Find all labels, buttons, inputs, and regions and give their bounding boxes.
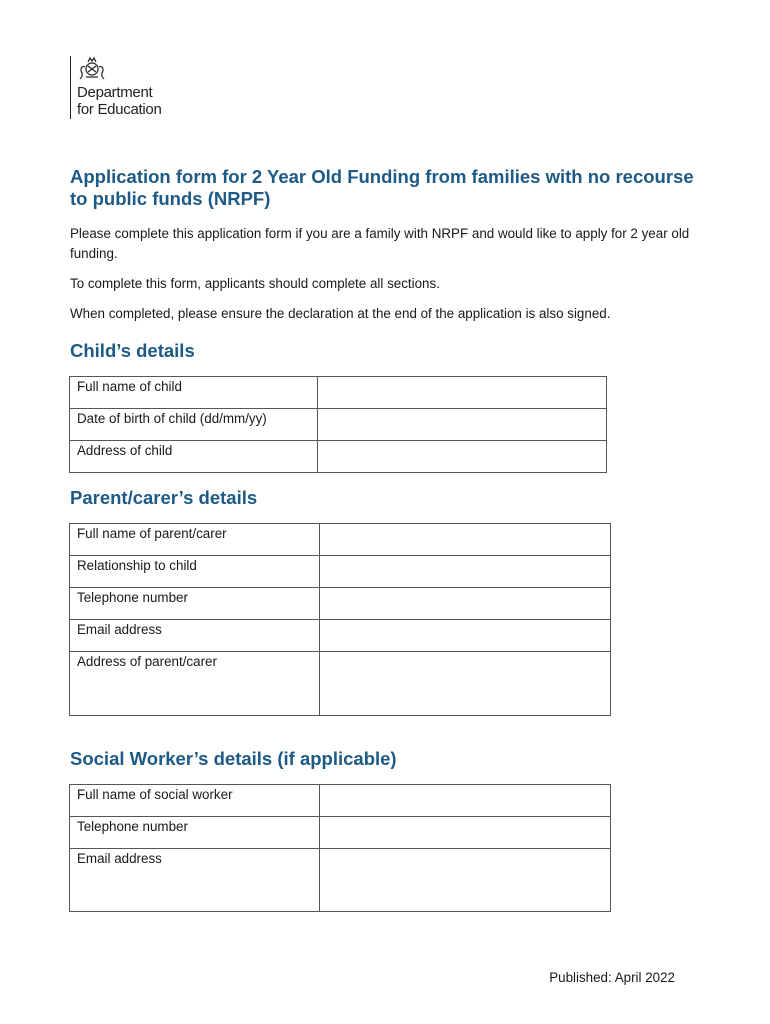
field-label: Relationship to child: [70, 556, 320, 588]
child-dob-input[interactable]: [318, 409, 607, 441]
social-worker-name-input[interactable]: [320, 785, 611, 817]
parent-details-heading: Parent/carer’s details: [70, 487, 258, 508]
dept-line-1: Department: [77, 84, 153, 101]
intro-paragraph-3: When completed, please ensure the declaration at the end of the application is also signed.: [70, 306, 611, 321]
parent-full-name-input[interactable]: [320, 524, 611, 556]
field-label: Telephone number: [70, 817, 320, 849]
field-label: Email address: [70, 849, 320, 912]
child-details-heading: Child’s details: [70, 340, 195, 361]
table-row: [70, 588, 611, 620]
table-row: [70, 849, 611, 912]
table-row: [70, 556, 611, 588]
published-date: Published: April 2022: [549, 970, 675, 985]
dept-line-2: for Education: [77, 101, 162, 118]
department-name: [77, 84, 162, 118]
table-row: [70, 785, 611, 817]
parent-email-input[interactable]: [320, 620, 611, 652]
table-row: [70, 377, 607, 409]
field-label: Telephone number: [70, 588, 320, 620]
field-label: Full name of child: [70, 377, 318, 409]
field-label: Address of child: [70, 441, 318, 473]
field-label: Address of parent/carer: [70, 652, 320, 716]
table-row: [70, 620, 611, 652]
field-label: Full name of social worker: [70, 785, 320, 817]
page-title: Application form for 2 Year Old Funding from families with no recourse to public funds (NRPF): [70, 166, 694, 209]
social-worker-table: [69, 784, 611, 912]
parent-address-input[interactable]: [320, 652, 611, 716]
child-address-input[interactable]: [318, 441, 607, 473]
social-worker-heading: Social Worker’s details (if applicable): [70, 748, 397, 769]
relationship-input[interactable]: [320, 556, 611, 588]
table-row: [70, 441, 607, 473]
logo-divider: [70, 56, 71, 119]
field-label: Full name of parent/carer: [70, 524, 320, 556]
table-row: [70, 817, 611, 849]
table-row: [70, 524, 611, 556]
royal-crest-icon: [76, 54, 108, 82]
social-worker-email-input[interactable]: [320, 849, 611, 912]
child-details-table: [69, 376, 607, 473]
intro-paragraph-2: To complete this form, applicants should complete all sections.: [70, 276, 440, 291]
child-full-name-input[interactable]: [318, 377, 607, 409]
intro-paragraph-1: Please complete this application form if you are a family with NRPF and would like to apply for 2 year old funding.: [70, 226, 690, 261]
parent-details-table: [69, 523, 611, 716]
field-label: Date of birth of child (dd/mm/yy): [70, 409, 318, 441]
social-worker-telephone-input[interactable]: [320, 817, 611, 849]
parent-telephone-input[interactable]: [320, 588, 611, 620]
table-row: [70, 652, 611, 716]
table-row: [70, 409, 607, 441]
field-label: Email address: [70, 620, 320, 652]
